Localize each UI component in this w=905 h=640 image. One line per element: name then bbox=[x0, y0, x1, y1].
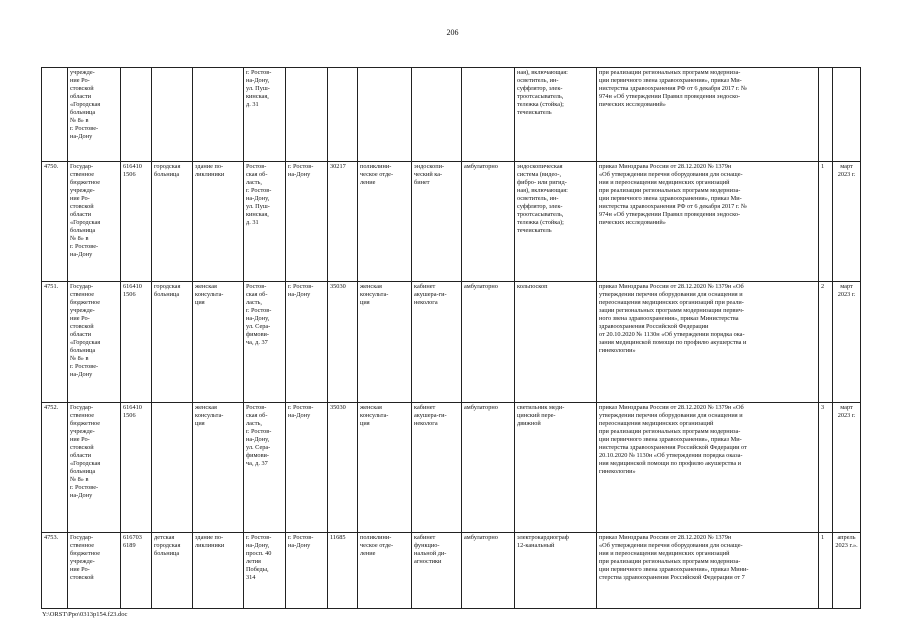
cell-equipment-name: светильник меди- цинский пере- движной bbox=[515, 403, 597, 533]
cell-address: Ростов- ская об- ласть, г. Ростов- на-Дону, ул. Пуш- кинская, д. 31 bbox=[244, 162, 286, 282]
cell-facility-type bbox=[152, 68, 193, 162]
cell-facility-type: городская больница bbox=[152, 162, 193, 282]
table-row bbox=[42, 282, 861, 403]
cell-care-mode bbox=[462, 68, 515, 162]
cell-org-code: 616410 1506 bbox=[121, 162, 152, 282]
cell-cabinet: кабинет акушера-ги- неколога bbox=[412, 403, 462, 533]
cell-building-name: здание по- ликлиники bbox=[193, 162, 244, 282]
cell-org-code: 616703 6189 bbox=[121, 533, 152, 609]
cell-cabinet: кабинет функцио- нальной ди- агностики bbox=[412, 533, 462, 609]
cell-care-mode: амбулаторно bbox=[462, 403, 515, 533]
page-number: 206 bbox=[446, 28, 459, 37]
cell-delivery-date: март 2023 г. bbox=[833, 403, 861, 533]
cell-equipment-name: электрокардиограф 12-канальный bbox=[515, 533, 597, 609]
cell-row-number: 4750. bbox=[42, 162, 68, 282]
cell-city bbox=[286, 68, 328, 162]
cell-department bbox=[358, 68, 412, 162]
cell-building-name bbox=[193, 68, 244, 162]
cell-care-mode: амбулаторно bbox=[462, 162, 515, 282]
cell-legal-basis: при реализации региональных программ модерниза- ции первичного звена здравоохранения», приказ Ми- нистерства здравоохранения РФ от 6 декабря 2017 г. № 974н «Об утверждении Правил проведения эндоско- пических исследований» bbox=[597, 68, 819, 162]
cell-building-name: женская консульта- ция bbox=[193, 403, 244, 533]
cell-city: г. Ростов- на-Дону bbox=[286, 282, 328, 403]
cell-legal-basis: приказ Минздрава России от 28.12.2020 № 1379н «Об утверждении перечня оборудования для оснаще- ния и переоснащения медицинских организаций при реализации региональных программ модерниза- ции первичного звена здравоохранения», приказ Мини- стерства здравоохранения Российской Федерации от 7 bbox=[597, 533, 819, 609]
cell-organization-name: Государ- ственное бюджетное учрежде- ние Ро- стовской области «Городская больница № 8» в г. Ростове- на-Дону bbox=[68, 162, 121, 282]
cell-quantity: 1 bbox=[819, 162, 833, 282]
cell-cabinet: кабинет акушера-ги- неколога bbox=[412, 282, 462, 403]
cell-address: г. Ростов- на-Дону, ул. Пуш- кинская, д. 31 bbox=[244, 68, 286, 162]
cell-organization-name: Государ- ственное бюджетное учрежде- ние Ро- стовской области «Городская больница № 8» в г. Ростове- на-Дону bbox=[68, 282, 121, 403]
cell-facility-type: городская больница bbox=[152, 282, 193, 403]
cell-row-number: 4752. bbox=[42, 403, 68, 533]
cell-city: г. Ростов- на-Дону bbox=[286, 162, 328, 282]
cell-legal-basis: приказ Минздрава России от 28.12.2020 № 1379н «Об утверждении перечня оборудования для оснаще- ния и переоснащения медицинских организаций при реализации региональных программ модерниза- ции первичного звена здравоохранения», приказ Ми- нистерства здравоохранения РФ от 6 декабря 2017 г. № 974н «Об утверждении Правил проведения эндоско- пических исследований» bbox=[597, 162, 819, 282]
table-row bbox=[42, 68, 861, 162]
cell-org-code: 616410 1506 bbox=[121, 403, 152, 533]
cell-city: г. Ростов- на-Дону bbox=[286, 403, 328, 533]
cell-code-number: 35030 bbox=[328, 403, 358, 533]
cell-equipment-name: эндоскопическая система (видео-, фибро- или ригид- ная), включающая: осветитель, ин- суффлятор, элек- троотсасыватель, тележка (стойка); течеискатель bbox=[515, 162, 597, 282]
cell-equipment-name: кольпоскоп bbox=[515, 282, 597, 403]
cell-quantity bbox=[819, 68, 833, 162]
cell-quantity: 1 bbox=[819, 533, 833, 609]
cell-address: Ростов- ская об- ласть, г. Ростов- на-Дону, ул. Сера- фимови- ча, д. 37 bbox=[244, 282, 286, 403]
cell-building-name: здание по- ликлиники bbox=[193, 533, 244, 609]
cell-legal-basis: приказ Минздрава России от 28.12.2020 № 1379н «Об утверждении перечня оборудования для оснащения и переоснащения медицинских организаций при реали- зации региональных программ модернизации первич- ного звена здравоохранения», приказ Министерства здравоохранения Российской Федерации от 20.10.2020 № 1130н «Об утверждении порядка ока- зания медицинской помощи по профилю акушерства и гинекологии» bbox=[597, 282, 819, 403]
cell-cabinet bbox=[412, 68, 462, 162]
cell-department: поликлини- ческое отде- ление bbox=[358, 533, 412, 609]
cell-code-number: 35030 bbox=[328, 282, 358, 403]
cell-org-code: 616410 1506 bbox=[121, 282, 152, 403]
cell-department: поликлини- ческое отде- ление bbox=[358, 162, 412, 282]
table-row bbox=[42, 162, 861, 282]
cell-code-number bbox=[328, 68, 358, 162]
cell-city: г. Ростов- на-Дону bbox=[286, 533, 328, 609]
cell-organization-name: Государ- ственное бюджетное учрежде- ние Ро- стовской области «Городская больница № 8» в г. Ростове- на-Дону bbox=[68, 403, 121, 533]
cell-organization-name: Государ- ственное бюджетное учрежде- ние Ро- стовской bbox=[68, 533, 121, 609]
table-row bbox=[42, 533, 861, 609]
cell-code-number: 30217 bbox=[328, 162, 358, 282]
cell-equipment-name: ная), включающая: осветитель, ин- суффлятор, элек- троотсасыватель, тележка (стойка); течеискатель bbox=[515, 68, 597, 162]
cell-facility-type: детская городская больница bbox=[152, 533, 193, 609]
cell-code-number: 11685 bbox=[328, 533, 358, 609]
cell-quantity: 2 bbox=[819, 282, 833, 403]
cell-row-number: 4751. bbox=[42, 282, 68, 403]
cell-cabinet: эндоскопи- ческий ка- бинет bbox=[412, 162, 462, 282]
cell-row-number: 4753. bbox=[42, 533, 68, 609]
cell-care-mode: амбулаторно bbox=[462, 533, 515, 609]
cell-row-number bbox=[42, 68, 68, 162]
cell-delivery-date: март 2023 г. bbox=[833, 162, 861, 282]
cell-address: г. Ростов- на-Дону, просп. 40 летия Победы, 314 bbox=[244, 533, 286, 609]
cell-legal-basis: приказ Минздрава России от 28.12.2020 № 1379н «Об утверждении перечня оборудования для оснащения и переоснащения медицинских организаций при реализации региональных программ модерниза- ции первичного звена здравоохранения», приказ Ми- нистерства здравоохранения Российской Федерации от 20.10.2020 № 1130н «Об утверждении порядка оказа- ния медицинской помощи по профилю акушерства и гинекологии» bbox=[597, 403, 819, 533]
table-row bbox=[42, 403, 861, 533]
cell-organization-name: учрежде- ние Ро- стовской области «Городская больница № 8» в г. Ростове- на-Дону bbox=[68, 68, 121, 162]
cell-building-name: женская консульта- ция bbox=[193, 282, 244, 403]
equipment-table bbox=[41, 67, 861, 609]
file-path-footer: Y:\ORST\Ppo\0313p154.f23.doc bbox=[42, 611, 128, 618]
cell-quantity: 3 bbox=[819, 403, 833, 533]
cell-address: Ростов- ская об- ласть, г. Ростов- на-Дону, ул. Сера- фимови- ча, д. 37 bbox=[244, 403, 286, 533]
cell-facility-type bbox=[152, 403, 193, 533]
cell-department: женская консульта- ция bbox=[358, 282, 412, 403]
cell-department: женская консульта- ция bbox=[358, 403, 412, 533]
cell-org-code bbox=[121, 68, 152, 162]
cell-delivery-date: март 2023 г. bbox=[833, 282, 861, 403]
cell-delivery-date: апрель 2023 г.». bbox=[833, 533, 861, 609]
cell-care-mode: амбулаторно bbox=[462, 282, 515, 403]
cell-delivery-date bbox=[833, 68, 861, 162]
